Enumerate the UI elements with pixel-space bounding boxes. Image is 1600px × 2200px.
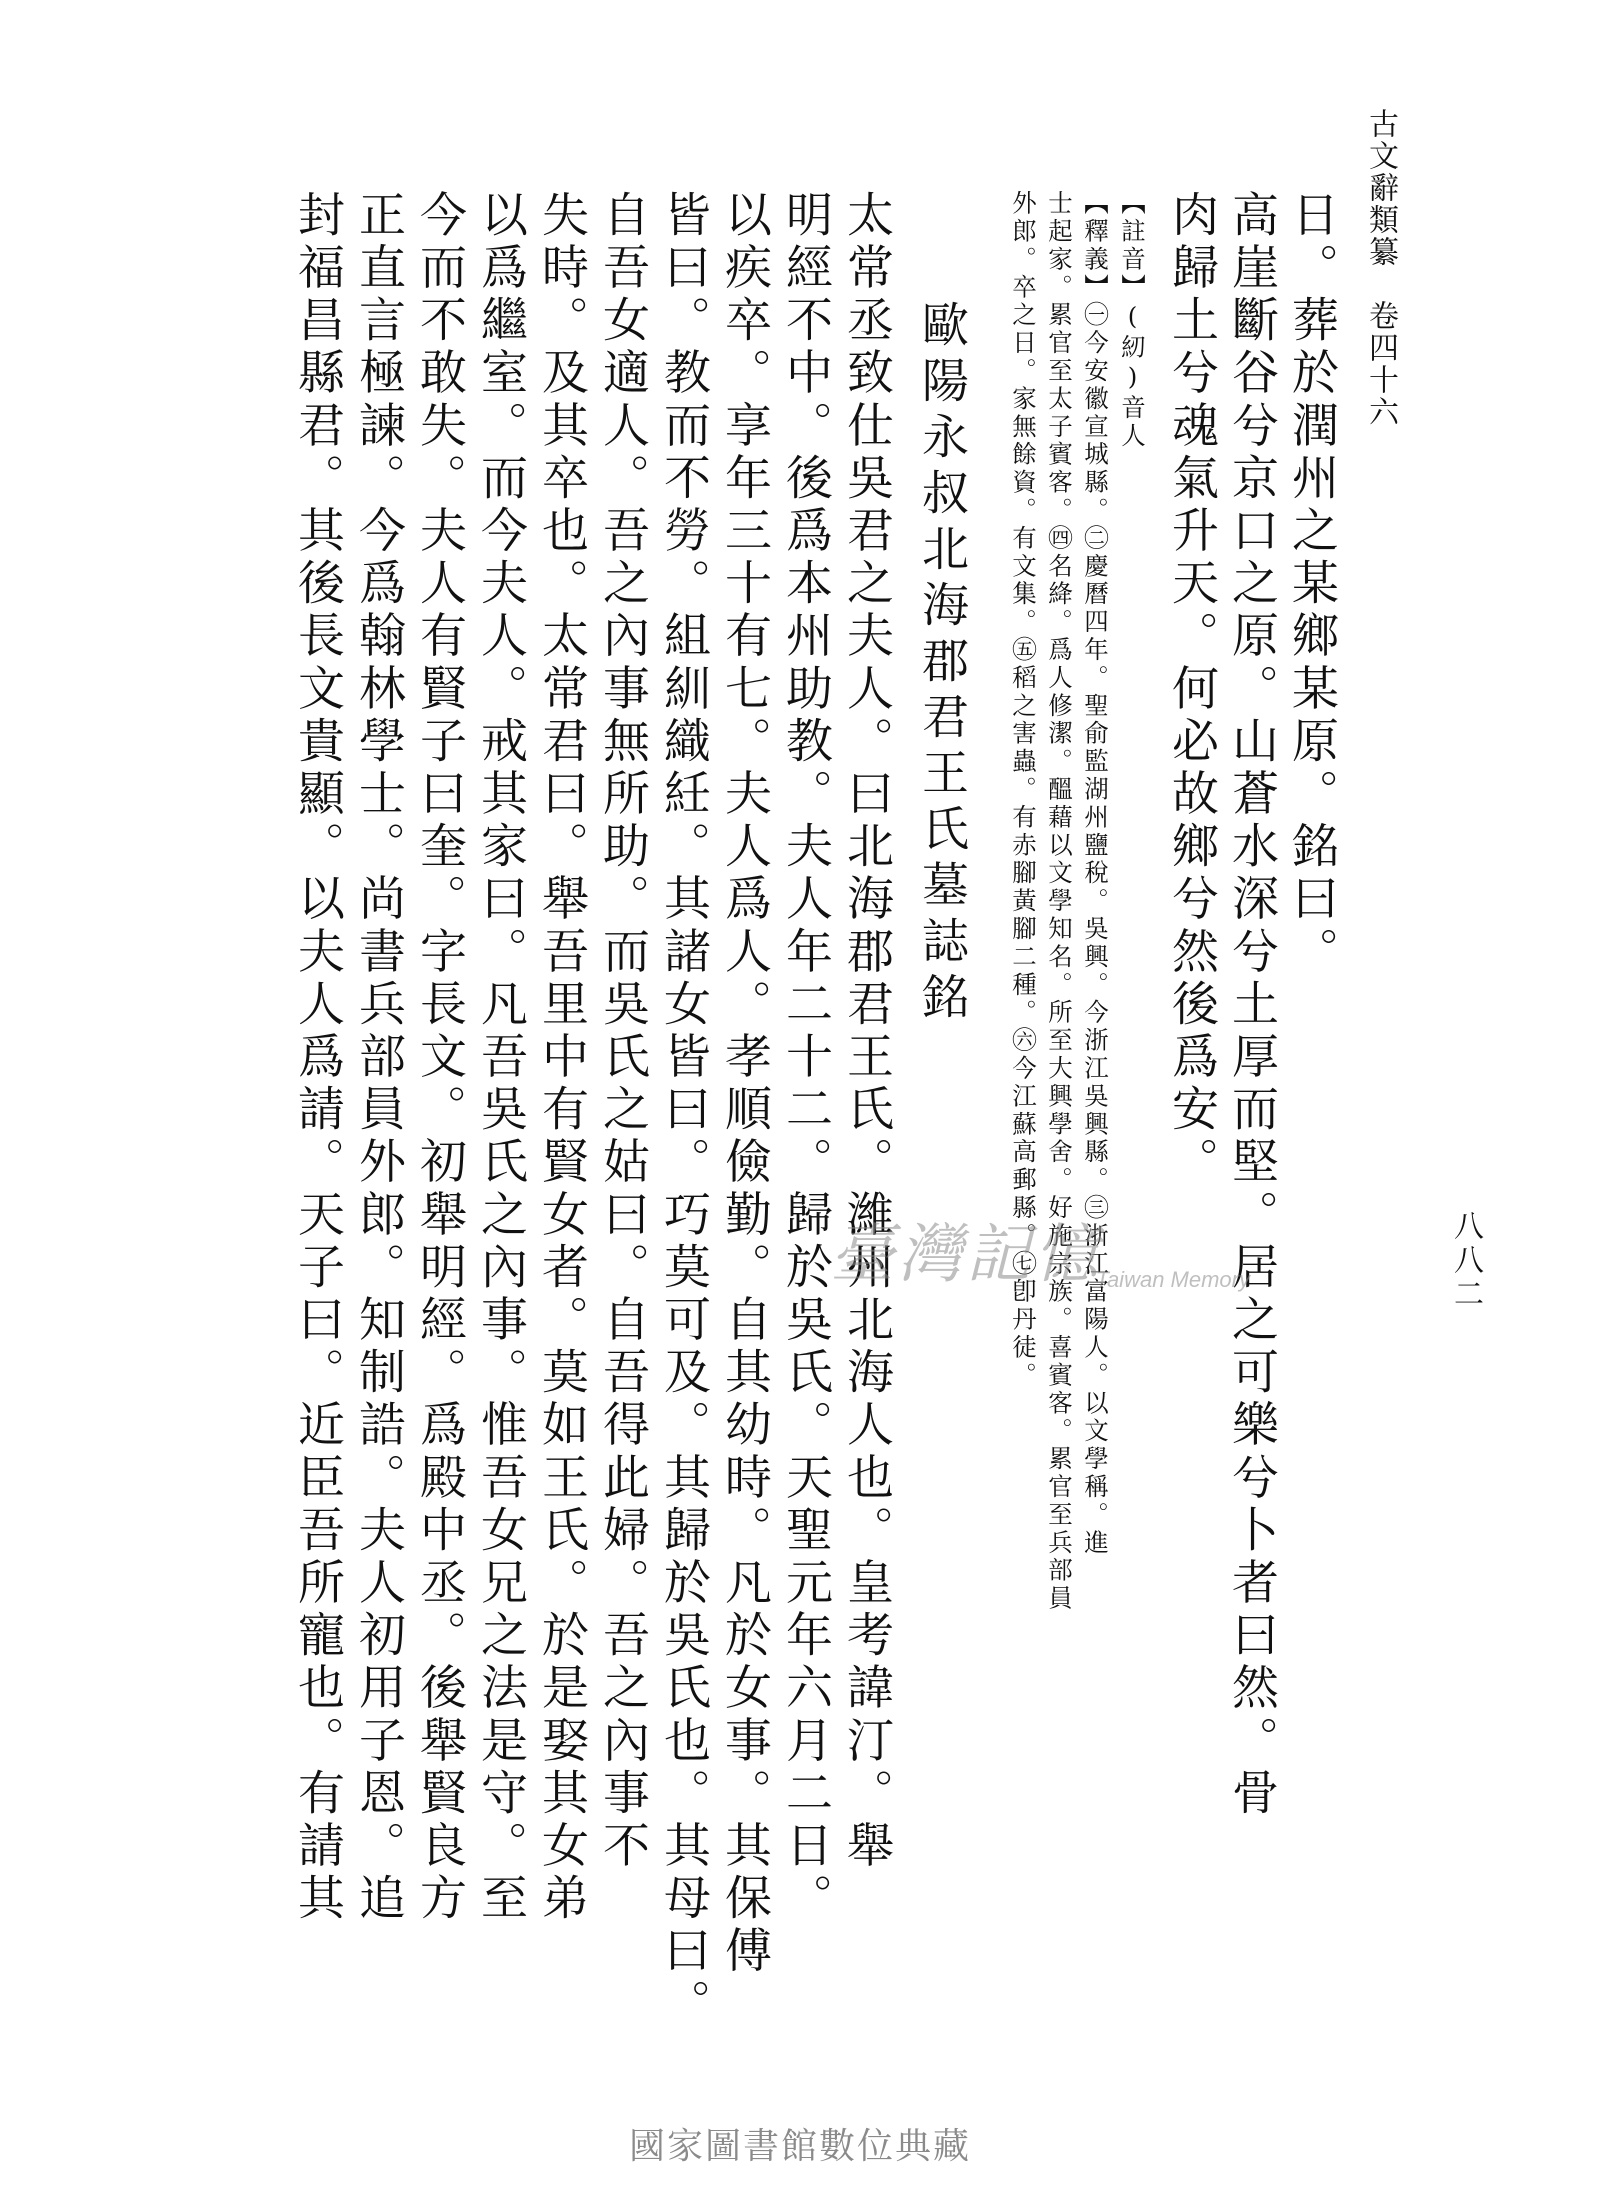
text-column: 自吾女適人。吾之內事無所助。而吳氏之姑曰。自吾得此婦。吾之內事不	[595, 190, 650, 1874]
watermark-text-cn: 臺灣記憶	[830, 1218, 1102, 1292]
text-column: 封福昌縣君。其後長文貴顯。以夫人爲請。天子曰。近臣吾所寵也。有請其	[290, 190, 345, 1926]
text-column: 以疾卒。享年三十有七。夫人爲人。孝順儉勤。自其幼時。凡於女事。其保傅	[717, 190, 772, 1979]
text-column: 明經不中。後爲本州助教。夫人年二十二。歸於吳氏。天聖元年六月二日。	[778, 190, 833, 1926]
section-title: 歐陽永叔北海郡君王氏墓誌銘	[914, 300, 969, 1028]
text-column: 正直言極諫。今爲翰林學士。尚書兵部員外郎。知制誥。夫人初用子恩。追	[351, 190, 406, 1926]
page-number: 八八二	[1448, 1210, 1483, 1312]
text-column: 太常丞致仕吳君之夫人。曰北海郡君王氏。濰州北海人也。皇考諱汀。舉	[839, 190, 894, 1874]
annotation-column: 外郎。卒之日。家無餘資。有文集。㊄稻之害蟲。有赤腳黃腳二種。㊅今江蘇高郵縣。㊆卽丹徒。	[1009, 190, 1038, 1390]
annotation-column: 【註音】(紉)音人	[1118, 190, 1147, 451]
text-column: 高崖斷谷兮京口之原。山蒼水深兮土厚而堅。居之可樂兮卜者曰然。骨	[1224, 190, 1279, 1821]
text-column: 今而不敢失。夫人有賢子曰奎。字長文。初舉明經。爲殿中丞。後舉賢良方	[412, 190, 467, 1926]
watermark-logo	[830, 1215, 1270, 1305]
running-head: 古文辭類纂 卷四十六	[1363, 108, 1398, 428]
text-column: 失時。及其卒也。太常君曰。舉吾里中有賢女者。莫如王氏。於是娶其女弟	[534, 190, 589, 1926]
text-column: 肉歸土兮魂氣升天。何必故鄉兮然後爲安。	[1164, 190, 1219, 1190]
footer-credit: 國家圖書館數位典藏	[628, 2126, 971, 2167]
annotation-column: 士起家。累官至太子賓客。㊃名絳。爲人修潔。醞藉以文學知名。所至大興學舍。好施宗族。喜賓客。累官至兵部員	[1045, 190, 1074, 1613]
watermark-text-en: Taiwan Memory	[1095, 1267, 1250, 1292]
annotation-column: 【釋義】㊀今安徽宣城縣。㊁慶曆四年。聖俞監湖州鹽稅。吳興。今浙江吳興縣。㊂浙江富陽人。以文學稱。進	[1081, 190, 1110, 1558]
text-column: 皆曰。教而不勞。組紃織紝。其諸女皆曰。巧莫可及。其歸於吳氏也。其母曰。	[656, 190, 711, 2031]
text-column: 以爲繼室。而今夫人。戒其家曰。凡吾吳氏之內事。惟吾女兄之法是守。至	[473, 190, 528, 1926]
text-column: 日。葬於潤州之某鄉某原。銘曰。	[1284, 190, 1339, 979]
